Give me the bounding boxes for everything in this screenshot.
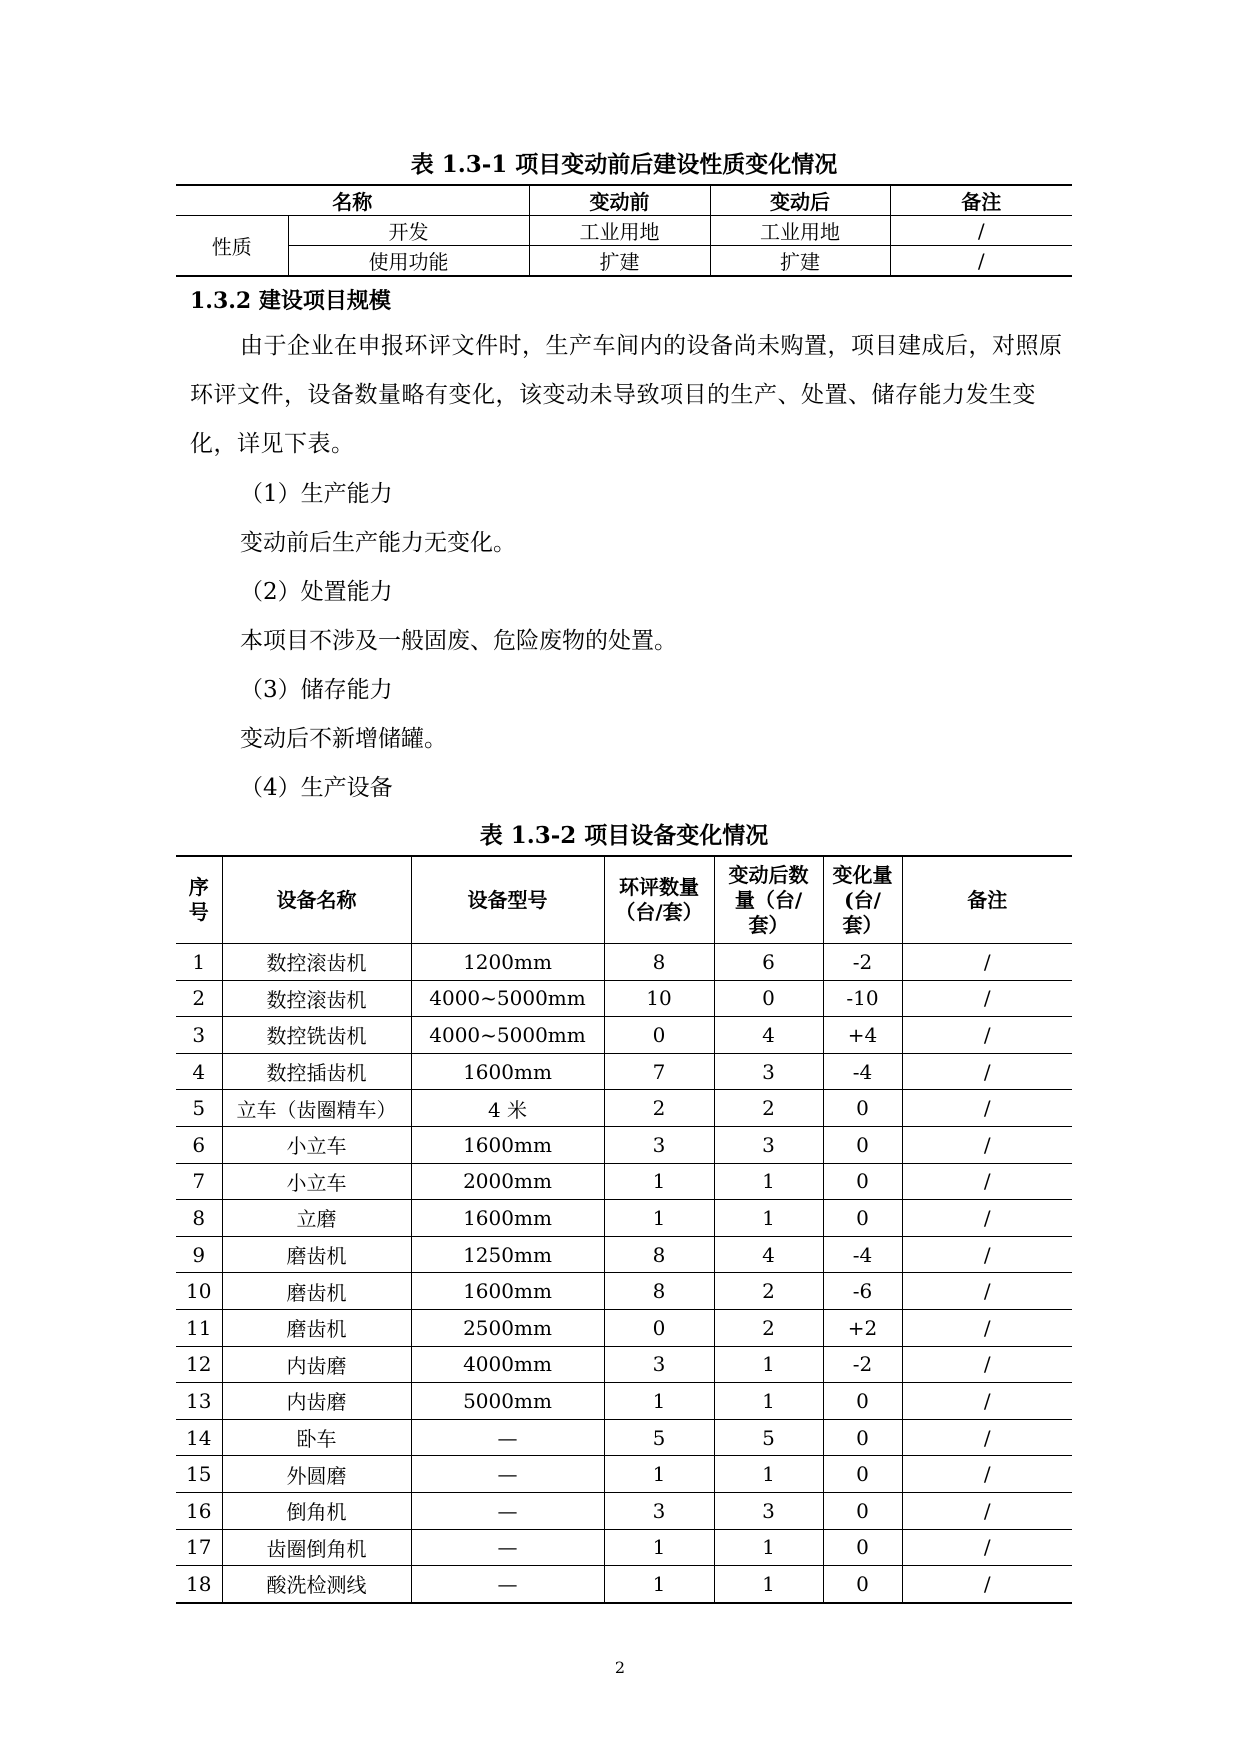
table1-cell: 扩建	[529, 246, 710, 277]
table2-cell: 0	[823, 1200, 902, 1237]
table2-cell: 0	[714, 980, 823, 1017]
table2-cell: 1600mm	[411, 1126, 604, 1163]
item-line: 变动后不新增储罐。	[240, 726, 447, 752]
table2-cell: /	[902, 944, 1072, 981]
table2-cell: 0	[823, 1419, 902, 1456]
table2-cell: 1	[604, 1566, 714, 1603]
table2-cell: -6	[823, 1273, 902, 1310]
table1-caption: 表 1.3-1 项目变动前后建设性质变化情况	[410, 151, 838, 178]
table2-cell: 磨齿机	[222, 1236, 411, 1273]
table2-cell: 0	[823, 1492, 902, 1529]
table2-row	[176, 1419, 1072, 1456]
table2-cell: —	[411, 1566, 604, 1603]
table2-cell: 1600mm	[411, 1053, 604, 1090]
item-line: （4）生产设备	[240, 775, 393, 801]
table2-cell: 3	[176, 1017, 222, 1054]
table1-header-note: 备注	[890, 185, 1072, 216]
table2-cell: 5	[604, 1419, 714, 1456]
table2-cell: 数控铣齿机	[222, 1017, 411, 1054]
table2-cell: —	[411, 1492, 604, 1529]
table2-cell: 4 米	[411, 1090, 604, 1127]
table1-group-label: 性质	[176, 216, 288, 277]
table2-cell: 6	[176, 1126, 222, 1163]
table2-cell: 8	[604, 1236, 714, 1273]
table2-cell: /	[902, 1163, 1072, 1200]
table2-cell: 0	[823, 1090, 902, 1127]
table2-cell: 1250mm	[411, 1236, 604, 1273]
table2-row	[176, 980, 1072, 1017]
table2-row	[176, 1126, 1072, 1163]
table2-cell: 2	[714, 1309, 823, 1346]
table2-cell: /	[902, 1236, 1072, 1273]
table2-cell: 10	[176, 1273, 222, 1310]
table2-cell: 0	[604, 1017, 714, 1054]
table2-cell: 数控滚齿机	[222, 980, 411, 1017]
table2-header-after-qty: 变动后数量（台/套）	[714, 856, 823, 944]
table2-cell: /	[902, 1456, 1072, 1493]
table2-cell: 8	[176, 1200, 222, 1237]
table2-cell: 14	[176, 1419, 222, 1456]
table2-cell: 4000~5000mm	[411, 980, 604, 1017]
table1-cell: /	[890, 216, 1072, 246]
table2-row	[176, 1346, 1072, 1383]
table2-cell: —	[411, 1456, 604, 1493]
table1-header-before: 变动前	[529, 185, 710, 216]
table2-cell: 磨齿机	[222, 1309, 411, 1346]
table2-cell: 3	[604, 1346, 714, 1383]
table1-cell: 工业用地	[710, 216, 890, 246]
table2-cell: +4	[823, 1017, 902, 1054]
table2-cell: 数控插齿机	[222, 1053, 411, 1090]
table2-cell: /	[902, 1492, 1072, 1529]
table2-row	[176, 1200, 1072, 1237]
table2-cell: 3	[604, 1492, 714, 1529]
table2-cell: 10	[604, 980, 714, 1017]
table2-cell: 17	[176, 1529, 222, 1566]
table1-header-after: 变动后	[710, 185, 890, 216]
table2-cell: 倒角机	[222, 1492, 411, 1529]
table2-cell: 1	[714, 1383, 823, 1420]
table2-cell: 2	[714, 1273, 823, 1310]
table2-cell: 齿圈倒角机	[222, 1529, 411, 1566]
table2-cell: 卧车	[222, 1419, 411, 1456]
table2-cell: 1	[714, 1529, 823, 1566]
table2-cell: 1	[604, 1383, 714, 1420]
table2-cell: 12	[176, 1346, 222, 1383]
table2-cell: 内齿磨	[222, 1346, 411, 1383]
table2-cell: 0	[823, 1383, 902, 1420]
table2-cell: -10	[823, 980, 902, 1017]
table2-cell: 1	[714, 1566, 823, 1603]
table2-cell: 0	[823, 1529, 902, 1566]
table2-cell: 2	[176, 980, 222, 1017]
table2-cell: 酸洗检测线	[222, 1566, 411, 1603]
item-line: 变动前后生产能力无变化。	[240, 530, 516, 556]
table2-cell: /	[902, 1273, 1072, 1310]
table2-cell: 1200mm	[411, 944, 604, 981]
table2-cell: 1	[604, 1163, 714, 1200]
table2-cell: 1	[714, 1456, 823, 1493]
table2-cell: /	[902, 1090, 1072, 1127]
table2-row	[176, 1566, 1072, 1603]
section-paragraph: 由于企业在申报环评文件时，生产车间内的设备尚未购置，项目建成后，对照原环评文件，设备数量略有变化，该变动未导致项目的生产、处置、储存能力发生变化，详见下表。	[190, 333, 1063, 457]
table2-cell: 0	[823, 1126, 902, 1163]
table2-cell: /	[902, 1419, 1072, 1456]
table2-cell: 1	[604, 1529, 714, 1566]
table2-cell: 2	[714, 1090, 823, 1127]
table2-cell: 1600mm	[411, 1273, 604, 1310]
table2-row	[176, 944, 1072, 981]
table2-cell: /	[902, 1383, 1072, 1420]
table2-cell: 1600mm	[411, 1200, 604, 1237]
table2-cell: 1	[714, 1346, 823, 1383]
table2-header-change: 变化量(台/套）	[823, 856, 902, 944]
table2-cell: -4	[823, 1236, 902, 1273]
table2-cell: 4	[176, 1053, 222, 1090]
table2-cell: —	[411, 1419, 604, 1456]
table2-cell: 0	[823, 1566, 902, 1603]
table2-cell: /	[902, 1017, 1072, 1054]
table2-cell: 9	[176, 1236, 222, 1273]
table2-cell: 0	[823, 1456, 902, 1493]
table1-cell: 使用功能	[288, 246, 529, 277]
table2-cell: 1	[176, 944, 222, 981]
table2-cell: 5000mm	[411, 1383, 604, 1420]
table2-cell: 1	[604, 1200, 714, 1237]
table2-cell: 小立车	[222, 1163, 411, 1200]
table2-cell: /	[902, 1346, 1072, 1383]
table2-cell: 2000mm	[411, 1163, 604, 1200]
table1-header-name: 名称	[176, 185, 529, 216]
table2-cell: 1	[714, 1200, 823, 1237]
table1-cell: 扩建	[710, 246, 890, 277]
table2-row	[176, 1383, 1072, 1420]
table2-cell: 4000mm	[411, 1346, 604, 1383]
table2-cell: 1	[604, 1456, 714, 1493]
table2-cell: -2	[823, 944, 902, 981]
table2-cell: 16	[176, 1492, 222, 1529]
page-number: 2	[614, 1658, 626, 1677]
table2-cell: /	[902, 1053, 1072, 1090]
table2-cell: 立车（齿圈精车）	[222, 1090, 411, 1127]
table2-cell: /	[902, 1200, 1072, 1237]
item-line: （1）生产能力	[240, 481, 393, 507]
table2-header-note: 备注	[902, 856, 1072, 944]
table2-cell: 1	[714, 1163, 823, 1200]
table2-cell: 6	[714, 944, 823, 981]
item-line: （2）处置能力	[240, 579, 393, 605]
table2-cell: 5	[714, 1419, 823, 1456]
table2-cell: 4	[714, 1017, 823, 1054]
table2-cell: 2	[604, 1090, 714, 1127]
table2-cell: 4	[714, 1236, 823, 1273]
table1-cell: 工业用地	[529, 216, 710, 246]
table2-cell: /	[902, 1529, 1072, 1566]
table2-cell: /	[902, 1566, 1072, 1603]
table2-cell: 8	[604, 1273, 714, 1310]
table2-cell: —	[411, 1529, 604, 1566]
table2-cell: -4	[823, 1053, 902, 1090]
table2-header-name: 设备名称	[222, 856, 411, 944]
table2-cell: 3	[604, 1126, 714, 1163]
table2-cell: 4000~5000mm	[411, 1017, 604, 1054]
table2-header-index: 序号	[176, 856, 222, 944]
section-heading: 1.3.2 建设项目规模	[190, 288, 391, 314]
table2-cell: /	[902, 980, 1072, 1017]
table2-cell: 3	[714, 1126, 823, 1163]
table2-caption: 表 1.3-2 项目设备变化情况	[479, 822, 769, 849]
table2-row	[176, 1017, 1072, 1054]
table2-cell: 内齿磨	[222, 1383, 411, 1420]
table2-header-eia-qty: 环评数量（台/套）	[604, 856, 714, 944]
table2-cell: 0	[604, 1309, 714, 1346]
table2-cell: 0	[823, 1163, 902, 1200]
table2-cell: 外圆磨	[222, 1456, 411, 1493]
table2-row	[176, 1090, 1072, 1127]
table2-row	[176, 1529, 1072, 1566]
table2-cell: -2	[823, 1346, 902, 1383]
item-line: 本项目不涉及一般固废、危险废物的处置。	[240, 628, 677, 654]
table2-cell: 7	[176, 1163, 222, 1200]
table2-cell: /	[902, 1309, 1072, 1346]
table2-cell: 8	[604, 944, 714, 981]
table1	[176, 184, 1072, 277]
table2-cell: +2	[823, 1309, 902, 1346]
table2-cell: 15	[176, 1456, 222, 1493]
table2-cell: 小立车	[222, 1126, 411, 1163]
table2-row	[176, 1273, 1072, 1310]
table2-header-model: 设备型号	[411, 856, 604, 944]
table2-cell: 3	[714, 1492, 823, 1529]
table2-cell: 立磨	[222, 1200, 411, 1237]
table1-cell: /	[890, 246, 1072, 277]
table2-cell: 磨齿机	[222, 1273, 411, 1310]
table2-cell: 7	[604, 1053, 714, 1090]
table2-cell: 13	[176, 1383, 222, 1420]
table2-cell: 5	[176, 1090, 222, 1127]
table2-cell: 2500mm	[411, 1309, 604, 1346]
table2-row	[176, 1163, 1072, 1200]
table2-row	[176, 1309, 1072, 1346]
table1-cell: 开发	[288, 216, 529, 246]
table2-row	[176, 1456, 1072, 1493]
table2-body	[176, 944, 1072, 1603]
table2-cell: /	[902, 1126, 1072, 1163]
table2-cell: 数控滚齿机	[222, 944, 411, 981]
table2-row	[176, 1053, 1072, 1090]
table2-cell: 3	[714, 1053, 823, 1090]
table2-cell: 11	[176, 1309, 222, 1346]
item-line: （3）储存能力	[240, 677, 393, 703]
table2-row	[176, 1492, 1072, 1529]
table2	[176, 855, 1072, 1604]
table2-cell: 18	[176, 1566, 222, 1603]
table2-row	[176, 1236, 1072, 1273]
